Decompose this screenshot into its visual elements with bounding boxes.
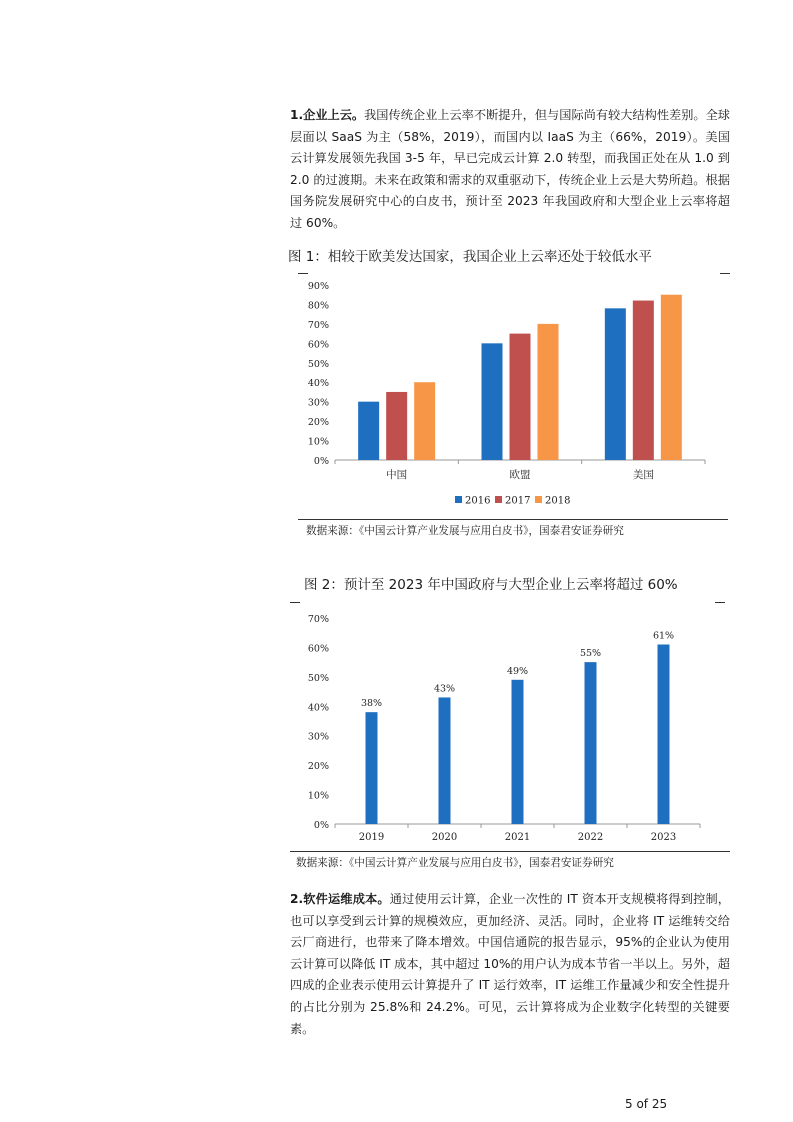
data-label: 61%: [652, 630, 675, 642]
y-tick-label: 30%: [307, 397, 329, 409]
figure-2-source-rule: [290, 851, 730, 852]
figure-1-source-rule: [298, 519, 728, 520]
chart-cloud-adoption-by-region: [290, 275, 730, 520]
data-label: 43%: [433, 683, 456, 695]
data-label: 49%: [506, 665, 529, 677]
x-tick-label: 中国: [386, 469, 408, 481]
bar-2023: [658, 644, 670, 824]
y-tick-label: 40%: [307, 378, 329, 390]
y-tick-label: 60%: [307, 339, 329, 351]
legend-label-2018: 2018: [545, 495, 571, 507]
paragraph-lead: 1.企业上云。: [290, 108, 365, 122]
y-tick-label: 80%: [307, 300, 329, 312]
data-label: 38%: [360, 698, 383, 710]
x-tick-label: 美国: [632, 469, 654, 481]
y-tick-label: 10%: [307, 790, 329, 802]
y-tick-label: 0%: [313, 456, 329, 467]
chart-forecast-cloud-adoption: [290, 604, 730, 851]
figure-2-corner-right: [715, 602, 725, 603]
x-tick-label: 2021: [504, 832, 531, 843]
x-tick-label: 2023: [650, 832, 677, 843]
figure-1-corner-left: [298, 273, 308, 274]
bar-2019: [366, 712, 378, 824]
y-tick-label: 50%: [307, 358, 329, 370]
bar-2022: [585, 662, 597, 824]
y-tick-label: 90%: [307, 281, 329, 292]
legend-label-2016: 2016: [465, 495, 491, 507]
paragraph-body: 通过使用云计算，企业一次性的 IT 资本开支规模将得到控制，也可以享受到云计算的规模效应，更加经济、灵活。同时，企业将 IT 运维转交给云厂商进行，也带来了降本增效。中国信通院的报告显示，95%的企业认为使用云计算可以降低 IT 成本，其中超过 10%的用户认为成本节省一半以上。另外，超四成的企业表示使用云计算提升了 IT 运行效率，IT 运维工作量减少和安全性提升的占比分别为 25.8%和 24.2%。可见，云计算将成为企业数字化转型的关键要素。: [290, 892, 730, 1036]
bar-2016: [605, 308, 626, 460]
paragraph-body: 我国传统企业上云率不断提升，但与国际尚有较大结构性差别。全球层面以 SaaS 为主（58%，2019），而国内以 IaaS 为主（66%，2019）。美国云计算发展领先我国 3-5 年，早已完成云计算 2.0 转型，而我国正处在从 1.0 到 2.0 的过渡期。未来在政策和需求的双重驱动下，传统企业上云是大势所趋。根据国务院发展研究中心的白皮书，预计至 2023 年我国政府和大型企业上云率将超过 60%。: [290, 108, 730, 230]
figure-2-title: 图 2：预计至 2023 年中国政府与大型企业上云率将超过 60%: [304, 577, 678, 593]
y-tick-label: 30%: [307, 731, 329, 743]
y-tick-label: 70%: [307, 319, 329, 331]
x-tick-label: 欧盟: [509, 469, 531, 481]
bar-2021: [512, 680, 524, 824]
legend-swatch-2018: [535, 496, 542, 503]
y-tick-label: 70%: [307, 614, 329, 625]
paragraph-ops-cost: [290, 889, 730, 1040]
data-label: 55%: [579, 648, 602, 660]
y-tick-label: 60%: [307, 643, 329, 655]
bar-2017: [510, 334, 531, 460]
bar-2018: [538, 324, 559, 460]
x-tick-label: 2020: [431, 832, 458, 843]
bar-2017: [386, 392, 407, 460]
legend-label-2017: 2017: [505, 495, 531, 507]
y-tick-label: 20%: [307, 761, 329, 773]
bar-2016: [358, 402, 379, 460]
legend-swatch-2016: [455, 496, 462, 503]
figure-1-corner-right: [720, 273, 730, 274]
x-tick-label: 2019: [358, 832, 385, 843]
y-tick-label: 0%: [313, 820, 329, 831]
figure-2-source: 数据来源：《中国云计算产业发展与应用白皮书》，国泰君安证券研究: [296, 857, 614, 869]
y-tick-label: 50%: [307, 672, 329, 684]
figure-1-source: 数据来源：《中国云计算产业发展与应用白皮书》，国泰君安证券研究: [306, 525, 624, 537]
bar-2018: [414, 382, 435, 460]
y-tick-label: 20%: [307, 417, 329, 429]
bar-2016: [482, 343, 503, 460]
paragraph-cloud-adoption: [290, 105, 730, 235]
x-tick-label: 2022: [577, 832, 604, 843]
figure-1-title: 图 1：相较于欧美发达国家，我国企业上云率还处于较低水平: [288, 249, 652, 265]
bar-2017: [633, 301, 654, 460]
bar-2018: [661, 295, 682, 460]
legend-swatch-2017: [495, 496, 502, 503]
y-tick-label: 10%: [307, 436, 329, 448]
y-tick-label: 40%: [307, 702, 329, 714]
page-number: 5 of 25: [625, 1097, 668, 1111]
paragraph-lead: 2.软件运维成本。: [290, 892, 390, 906]
bar-2020: [439, 697, 451, 824]
figure-2-corner-left: [290, 602, 300, 603]
